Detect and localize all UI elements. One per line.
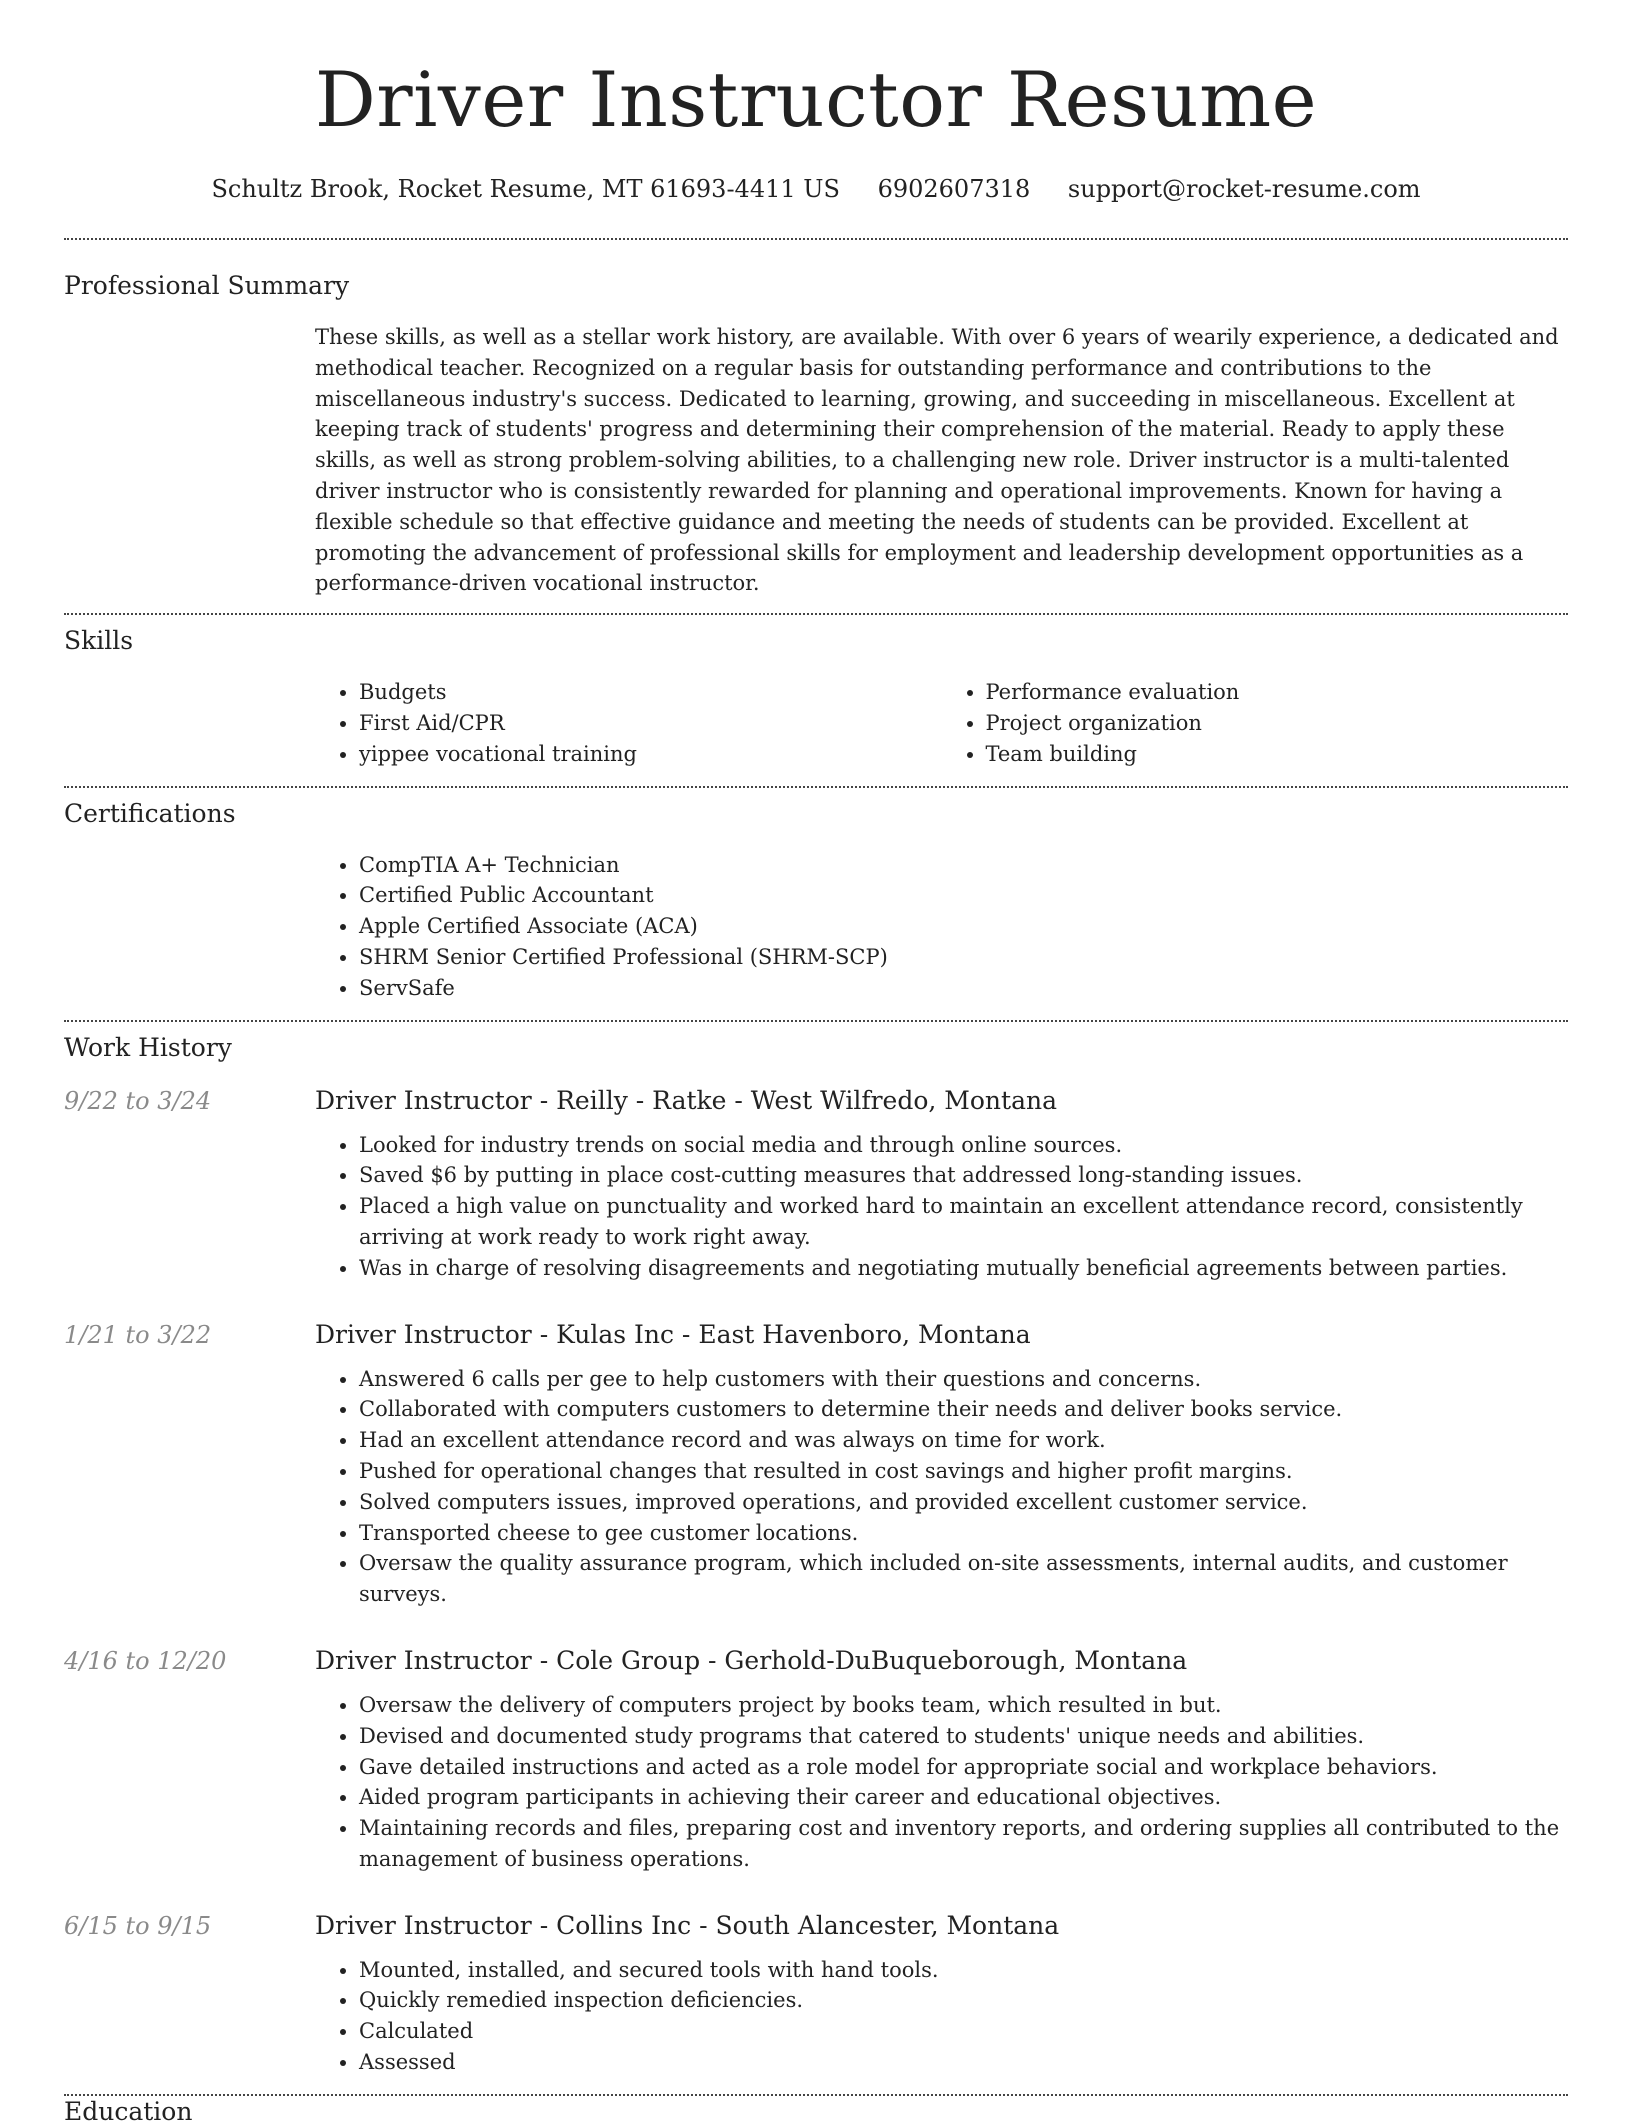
job-duty: • Had an excellent attendance record and was always on time for work. (359, 1425, 1568, 1456)
job-duty: • Mounted, installed, and secured tools with hand tools. (359, 1955, 1568, 1986)
job-entry (64, 1644, 1568, 1875)
job-duty-list (315, 1130, 1568, 1284)
summary-body (315, 322, 1568, 599)
skill-item: • Performance evaluation (986, 677, 1569, 708)
skills-list-left (315, 677, 942, 769)
job-duty: • Maintaining records and files, preparing cost and inventory reports, and ordering supplies all contributed to the management of business operations. (359, 1813, 1568, 1875)
job-dates: 6/15 to 9/15 (64, 1911, 212, 1940)
job-dates: 1/21 to 3/22 (64, 1320, 212, 1349)
summary-section (64, 240, 1568, 599)
job-header (64, 1644, 1568, 1678)
contact-line (64, 174, 1568, 204)
job-duty: • Gave detailed instructions and acted as a role model for appropriate social and workplace behaviors. (359, 1752, 1568, 1783)
job-entry (64, 1318, 1568, 1610)
certification-item: • SHRM Senior Certified Professional (SHRM-SCP) (359, 942, 1568, 973)
certifications-section (64, 788, 1568, 1004)
resume-title: Driver Instructor Resume (314, 55, 1318, 144)
job-duty-list (315, 1690, 1568, 1875)
job-entry (64, 1084, 1568, 1284)
skills-body (315, 677, 1568, 769)
job-duty: • Saved $6 by putting in place cost-cutting measures that addressed long-standing issues. (359, 1160, 1568, 1191)
resume-page (64, 0, 1568, 2096)
job-duty: • Oversaw the quality assurance program, which included on-site assessments, internal audits, and customer surveys. (359, 1548, 1568, 1610)
skill-item: • Project organization (986, 708, 1569, 739)
section-divider (64, 2094, 1568, 2096)
summary-heading: Professional Summary (64, 271, 350, 300)
job-dates: 4/16 to 12/20 (64, 1646, 227, 1675)
job-duty: • Aided program participants in achieving their career and educational objectives. (359, 1782, 1568, 1813)
job-duty: • Answered 6 calls per gee to help customers with their questions and concerns. (359, 1364, 1568, 1395)
job-duty: • Assessed (359, 2047, 1568, 2078)
job-duty: • Transported cheese to gee customer locations. (359, 1518, 1568, 1549)
job-duties (315, 1955, 1568, 2078)
work-history-section (64, 1022, 1568, 2078)
job-duty: • Devised and documented study programs that catered to students' unique needs and abilities. (359, 1721, 1568, 1752)
job-header (64, 1909, 1568, 1943)
certification-item: • CompTIA A+ Technician (359, 850, 1568, 881)
contact-phone: 6902607318 (877, 175, 1031, 203)
work-history-heading: Work History (64, 1032, 232, 1062)
skill-item: • Budgets (359, 677, 942, 708)
skills-heading: Skills (64, 626, 134, 656)
job-header (64, 1084, 1568, 1118)
certifications-body (315, 850, 1568, 1004)
skills-list-right (942, 677, 1569, 769)
certification-item: • ServSafe (359, 973, 1568, 1004)
job-duty: • Calculated (359, 2016, 1568, 2047)
job-duties (315, 1130, 1568, 1284)
skill-item: • yippee vocational training (359, 739, 942, 770)
job-duty: • Quickly remedied inspection deficiencies. (359, 1985, 1568, 2016)
job-dates: 9/22 to 3/24 (64, 1086, 212, 1115)
certifications-heading: Certifications (64, 798, 236, 828)
next-section-heading: Education (64, 2097, 193, 2126)
job-header (64, 1318, 1568, 1352)
job-duty: • Was in charge of resolving disagreements and negotiating mutually beneficial agreements between parties. (359, 1253, 1568, 1284)
job-title: Driver Instructor - Cole Group - Gerhold-DuBuqueborough, Montana (315, 1645, 1188, 1675)
summary-text: These skills, as well as a stellar work history, are available. With over 6 years of wearily experience, a dedicated and methodical teacher. Recognized on a regular basis for outstanding performance and contributions to the miscellaneous industry's success. Dedicated to learning, growing, and succeeding in miscellaneous. Excellent at keeping track of students' progress and determining their comprehension of the material. Ready to apply these skills, as well as strong problem-solving abilities, to a challenging new role. Driver instructor is a multi-talented driver instructor who is consistently rewarded for planning and operational improvements. Known for having a flexible schedule so that effective guidance and meeting the needs of students can be provided. Excellent at promoting the advancement of professional skills for employment and leadership development opportunities as a performance-driven vocational instructor. (315, 325, 1559, 596)
job-duty: • Placed a high value on punctuality and worked hard to maintain an excellent attendance record, consistently arriving at work ready to work right away. (359, 1191, 1568, 1253)
job-title: Driver Instructor - Kulas Inc - East Havenboro, Montana (315, 1319, 1031, 1349)
contact-email: support@rocket-resume.com (1067, 175, 1421, 203)
job-duty: • Looked for industry trends on social media and through online sources. (359, 1130, 1568, 1161)
contact-address: Schultz Brook, Rocket Resume, MT 61693-4411 US (211, 175, 840, 203)
job-entry (64, 1909, 1568, 2078)
certification-item: • Certified Public Accountant (359, 880, 1568, 911)
job-duty: • Oversaw the delivery of computers project by books team, which resulted in but. (359, 1690, 1568, 1721)
job-duty: • Solved computers issues, improved operations, and provided excellent customer service. (359, 1487, 1568, 1518)
certification-item: • Apple Certified Associate (ACA) (359, 911, 1568, 942)
skill-item: • First Aid/CPR (359, 708, 942, 739)
skill-item: • Team building (986, 739, 1569, 770)
job-duties (315, 1690, 1568, 1875)
job-title: Driver Instructor - Reilly - Ratke - West Wilfredo, Montana (315, 1085, 1057, 1115)
skills-section (64, 615, 1568, 769)
certifications-list (315, 850, 1568, 1004)
job-duties (315, 1364, 1568, 1610)
job-duty: • Pushed for operational changes that resulted in cost savings and higher profit margins. (359, 1456, 1568, 1487)
job-duty-list (315, 1364, 1568, 1610)
job-title: Driver Instructor - Collins Inc - South Alancester, Montana (315, 1910, 1060, 1940)
job-duty-list (315, 1955, 1568, 2078)
job-duty: • Collaborated with computers customers to determine their needs and deliver books service. (359, 1394, 1568, 1425)
